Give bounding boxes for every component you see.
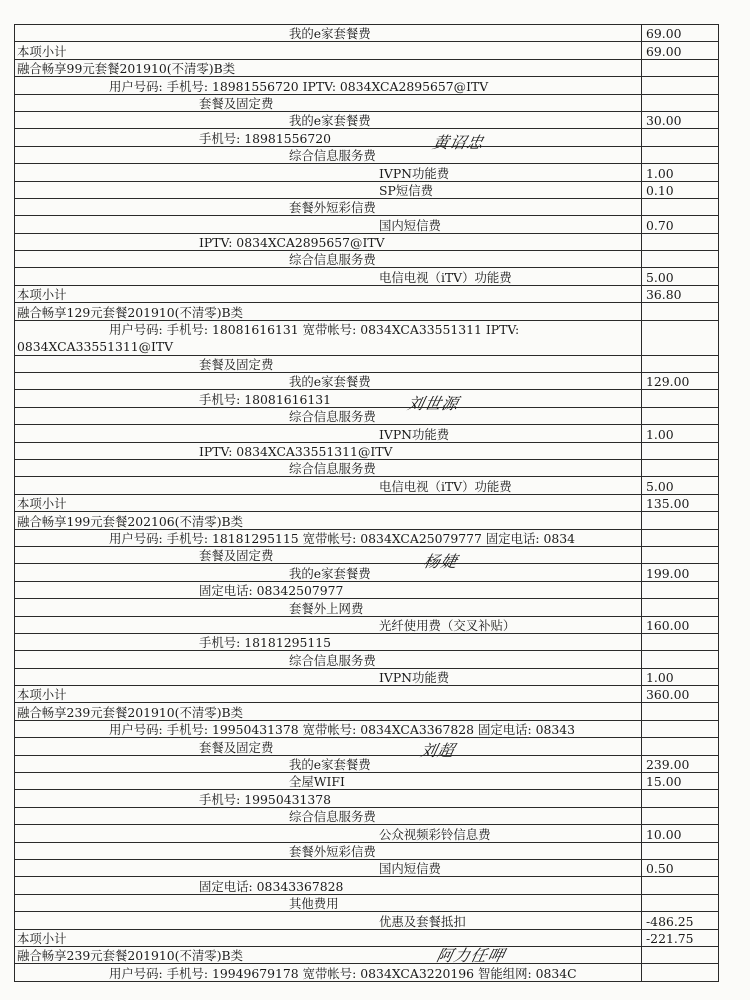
- item-amount: 199.00: [642, 564, 719, 581]
- item-description-cell: [15, 407, 642, 424]
- item-description: 公众视频彩铃信息费: [379, 826, 491, 842]
- item-description-cell: [15, 807, 642, 824]
- item-amount: [642, 894, 719, 911]
- item-amount: 69.00: [642, 25, 719, 42]
- item-description: 融合畅享239元套餐201910(不清零)B类: [17, 948, 244, 964]
- item-description: 手机号: 18181295115: [199, 635, 332, 651]
- bill-row: [15, 755, 719, 772]
- item-description: 光纤使用费（交叉补贴）: [379, 617, 516, 633]
- item-description: 融合畅享99元套餐201910(不清零)B类: [17, 61, 236, 77]
- item-description: 用户号码: 手机号: 18181295115 宽带帐号: 0834XCA25079777 固定电话: 0834: [109, 530, 576, 546]
- item-description-cell: [15, 268, 642, 285]
- item-description-cell: [15, 633, 642, 650]
- item-description-cell: [15, 494, 642, 511]
- item-amount: [642, 633, 719, 650]
- subtotal-row: [15, 686, 719, 703]
- item-description-cell: [15, 720, 642, 737]
- bill-row: [15, 599, 719, 616]
- item-description-cell: [15, 825, 642, 842]
- item-description: 优惠及套餐抵扣: [379, 913, 466, 929]
- item-description-cell: [15, 146, 642, 163]
- item-amount: 5.00: [642, 268, 719, 285]
- bill-row: [15, 581, 719, 598]
- item-description: 套餐外上网费: [289, 600, 364, 616]
- item-amount: [642, 129, 719, 146]
- item-description-cell: [15, 616, 642, 633]
- item-description-cell: [15, 77, 642, 94]
- item-description-cell: [15, 181, 642, 198]
- item-amount: 10.00: [642, 825, 719, 842]
- item-amount: 5.00: [642, 477, 719, 494]
- bill-row: [15, 877, 719, 894]
- subtotal-row: [15, 929, 719, 946]
- bill-row: [15, 164, 719, 181]
- bill-row: [15, 894, 719, 911]
- item-amount: [642, 529, 719, 546]
- item-amount: 0.50: [642, 859, 719, 876]
- item-amount: 160.00: [642, 616, 719, 633]
- item-description-cell: [15, 251, 642, 268]
- item-amount: [642, 964, 719, 981]
- handwritten-signature: 杨婕: [421, 552, 460, 571]
- bill-row: [15, 251, 719, 268]
- item-description-cell: [15, 477, 642, 494]
- item-amount: [642, 790, 719, 807]
- item-description-cell: [15, 425, 642, 442]
- item-description: 本项小计: [17, 43, 67, 59]
- item-description: 套餐外短彩信费: [289, 200, 376, 216]
- item-amount: -221.75: [642, 929, 719, 946]
- bill-row: [15, 303, 719, 320]
- item-description: IVPN功能费: [379, 426, 450, 442]
- item-amount: -486.25: [642, 912, 719, 929]
- item-description-cell: [15, 529, 642, 546]
- item-description-cell: [15, 877, 642, 894]
- item-amount: 129.00: [642, 373, 719, 390]
- bill-row: [15, 77, 719, 94]
- item-description-cell: [15, 216, 642, 233]
- item-amount: [642, 512, 719, 529]
- item-description: 用户号码: 手机号: 19949679178 宽带帐号: 0834XCA3220196 智能组网: 0834C: [109, 965, 577, 981]
- item-description: 综合信息服务费: [289, 461, 376, 477]
- item-amount: [642, 251, 719, 268]
- item-amount: [642, 407, 719, 424]
- bill-row: [15, 912, 719, 929]
- item-description: 综合信息服务费: [289, 148, 376, 164]
- item-description-cell: [15, 285, 642, 302]
- item-description: IPTV: 0834XCA2895657@ITV: [199, 235, 385, 251]
- item-amount: [642, 459, 719, 476]
- item-amount: [642, 807, 719, 824]
- item-description-cell: [15, 442, 642, 459]
- item-description-cell: [15, 59, 642, 76]
- item-amount: 1.00: [642, 425, 719, 442]
- item-amount: [642, 946, 719, 963]
- item-description: 本项小计: [17, 496, 67, 512]
- item-description-cell: [15, 946, 642, 963]
- item-description: 融合畅享239元套餐201910(不清零)B类: [17, 704, 244, 720]
- bill-row: [15, 703, 719, 720]
- subtotal-row: [15, 494, 719, 511]
- bill-row: [15, 842, 719, 859]
- item-description-cell: [15, 738, 642, 755]
- handwritten-signature: 黄诏忠: [430, 133, 486, 152]
- item-amount: 360.00: [642, 686, 719, 703]
- item-description-cell: [15, 198, 642, 215]
- item-description: 我的e家套餐费: [289, 757, 371, 773]
- item-amount: 0.70: [642, 216, 719, 233]
- bill-row: [15, 94, 719, 111]
- handwritten-signature: 刘超: [418, 741, 457, 760]
- bill-row: [15, 233, 719, 250]
- item-amount: [642, 651, 719, 668]
- bill-row: [15, 459, 719, 476]
- item-description: 本项小计: [17, 687, 67, 703]
- item-description: 用户号码: 手机号: 18981556720 IPTV: 0834XCA2895657@ITV: [109, 78, 489, 94]
- item-description: 手机号: 19950431378: [199, 791, 332, 807]
- bill-row: [15, 477, 719, 494]
- item-description-cell: [15, 599, 642, 616]
- bill-row: [15, 320, 719, 355]
- item-description-cell: [15, 512, 642, 529]
- item-amount: [642, 599, 719, 616]
- item-description-cell: [15, 755, 642, 772]
- item-amount: 239.00: [642, 755, 719, 772]
- item-description: 套餐及固定费: [199, 739, 274, 755]
- item-description-cell: [15, 355, 642, 372]
- item-description: 国内短信费: [379, 217, 441, 233]
- item-description-cell: [15, 94, 642, 111]
- handwritten-signature: 阿力任呷: [434, 946, 507, 965]
- bill-row: [15, 964, 719, 981]
- item-description-cell: [15, 790, 642, 807]
- item-description-cell: [15, 546, 642, 563]
- item-description-cell: [15, 25, 642, 42]
- item-description-cell: [15, 164, 642, 181]
- item-description-cell: [15, 912, 642, 929]
- item-description-cell: [15, 373, 642, 390]
- item-description: 我的e家套餐费: [289, 26, 371, 42]
- item-description: 手机号: 18081616131: [199, 391, 332, 407]
- item-description-cell: [15, 233, 642, 250]
- bill-row: [15, 146, 719, 163]
- bill-row: [15, 859, 719, 876]
- item-description: 其他费用: [289, 896, 339, 912]
- item-amount: [642, 303, 719, 320]
- item-description: 固定电话: 08342507977: [199, 583, 344, 599]
- bill-row: [15, 198, 719, 215]
- item-description: 电信电视（iTV）功能费: [379, 478, 512, 494]
- item-description-cell: [15, 581, 642, 598]
- item-amount: [642, 198, 719, 215]
- item-description: 综合信息服务费: [289, 409, 376, 425]
- item-description: 综合信息服务费: [289, 652, 376, 668]
- item-description: 融合畅享199元套餐202106(不清零)B类: [17, 513, 244, 529]
- bill-row: [15, 59, 719, 76]
- item-amount: [642, 77, 719, 94]
- item-description-cell: [15, 842, 642, 859]
- bill-row: [15, 355, 719, 372]
- item-description-cell: [15, 773, 642, 790]
- item-description: 综合信息服务费: [289, 252, 376, 268]
- item-description-cell: [15, 303, 642, 320]
- item-description-cell: [15, 929, 642, 946]
- item-amount: 135.00: [642, 494, 719, 511]
- item-description: 我的e家套餐费: [289, 565, 371, 581]
- item-description: IVPN功能费: [379, 165, 450, 181]
- item-description-cell: [15, 564, 642, 581]
- item-description-cell: [15, 894, 642, 911]
- item-amount: [642, 233, 719, 250]
- item-description-cell: [15, 459, 642, 476]
- bill-row: [15, 390, 719, 407]
- item-amount: 1.00: [642, 668, 719, 685]
- bill-row: [15, 738, 719, 755]
- item-description-cell: [15, 668, 642, 685]
- item-description-cell: [15, 964, 642, 981]
- bill-row: [15, 373, 719, 390]
- item-description-cell: [15, 390, 642, 407]
- bill-row: [15, 720, 719, 737]
- item-amount: [642, 94, 719, 111]
- item-amount: [642, 581, 719, 598]
- bill-row: [15, 181, 719, 198]
- item-amount: 15.00: [642, 773, 719, 790]
- bill-row: [15, 633, 719, 650]
- item-description-cell: [15, 686, 642, 703]
- bill-table: [14, 24, 719, 982]
- item-amount: [642, 703, 719, 720]
- bill-row: [15, 129, 719, 146]
- item-description: 国内短信费: [379, 861, 441, 877]
- item-description: SP短信费: [379, 182, 433, 198]
- bill-row: [15, 512, 719, 529]
- item-amount: [642, 842, 719, 859]
- item-description: 手机号: 18981556720: [199, 130, 332, 146]
- bill-row: [15, 825, 719, 842]
- item-amount: 0.10: [642, 181, 719, 198]
- item-amount: 36.80: [642, 285, 719, 302]
- bill-row: [15, 546, 719, 563]
- item-amount: [642, 320, 719, 355]
- bill-row: [15, 407, 719, 424]
- bill-row: [15, 790, 719, 807]
- item-description: 固定电话: 08343367828: [199, 878, 344, 894]
- bill-row: [15, 442, 719, 459]
- bill-row: [15, 616, 719, 633]
- item-description: 套餐及固定费: [199, 95, 274, 111]
- item-description: 全屋WIFI: [289, 774, 345, 790]
- item-description-cell: [15, 42, 642, 59]
- item-amount: 30.00: [642, 111, 719, 128]
- item-amount: [642, 442, 719, 459]
- item-description: 本项小计: [17, 930, 67, 946]
- item-description: 本项小计: [17, 287, 67, 303]
- bill-row: [15, 216, 719, 233]
- item-description-cell: [15, 129, 642, 146]
- item-description: 套餐外短彩信费: [289, 843, 376, 859]
- bill-row: [15, 807, 719, 824]
- item-description-cell: [15, 703, 642, 720]
- subtotal-row: [15, 285, 719, 302]
- bill-row: [15, 564, 719, 581]
- item-description: IVPN功能费: [379, 670, 450, 686]
- item-description: 综合信息服务费: [289, 809, 376, 825]
- item-amount: 69.00: [642, 42, 719, 59]
- bill-row: [15, 668, 719, 685]
- item-description-cell: [15, 111, 642, 128]
- item-description: IPTV: 0834XCA33551311@ITV: [199, 443, 393, 459]
- item-amount: [642, 390, 719, 407]
- item-amount: [642, 146, 719, 163]
- item-description: 电信电视（iTV）功能费: [379, 269, 512, 285]
- item-amount: [642, 546, 719, 563]
- item-amount: [642, 877, 719, 894]
- item-amount: [642, 738, 719, 755]
- item-description: 套餐及固定费: [199, 357, 274, 373]
- item-description-cell: [15, 651, 642, 668]
- item-description: 我的e家套餐费: [289, 113, 371, 129]
- item-description: 用户号码: 手机号: 18081616131 宽带帐号: 0834XCA33551311 IPTV: 0834XCA33551311@ITV: [17, 321, 520, 354]
- subtotal-row: [15, 42, 719, 59]
- bill-row: [15, 268, 719, 285]
- bill-row: [15, 651, 719, 668]
- item-amount: [642, 355, 719, 372]
- item-description-cell: [15, 859, 642, 876]
- item-description: 套餐及固定费: [199, 548, 274, 564]
- bill-row: [15, 773, 719, 790]
- item-amount: [642, 720, 719, 737]
- item-description-cell: [15, 320, 642, 355]
- item-description: 我的e家套餐费: [289, 374, 371, 390]
- item-amount: 1.00: [642, 164, 719, 181]
- bill-row: [15, 425, 719, 442]
- bill-row: [15, 529, 719, 546]
- handwritten-signature: 刘世源: [405, 394, 461, 413]
- item-description: 融合畅享129元套餐201910(不清零)B类: [17, 304, 244, 320]
- bill-row: [15, 25, 719, 42]
- item-description: 用户号码: 手机号: 19950431378 宽带帐号: 0834XCA3367828 固定电话: 08343: [109, 722, 576, 738]
- bill-row: [15, 946, 719, 963]
- item-amount: [642, 59, 719, 76]
- bill-row: [15, 111, 719, 128]
